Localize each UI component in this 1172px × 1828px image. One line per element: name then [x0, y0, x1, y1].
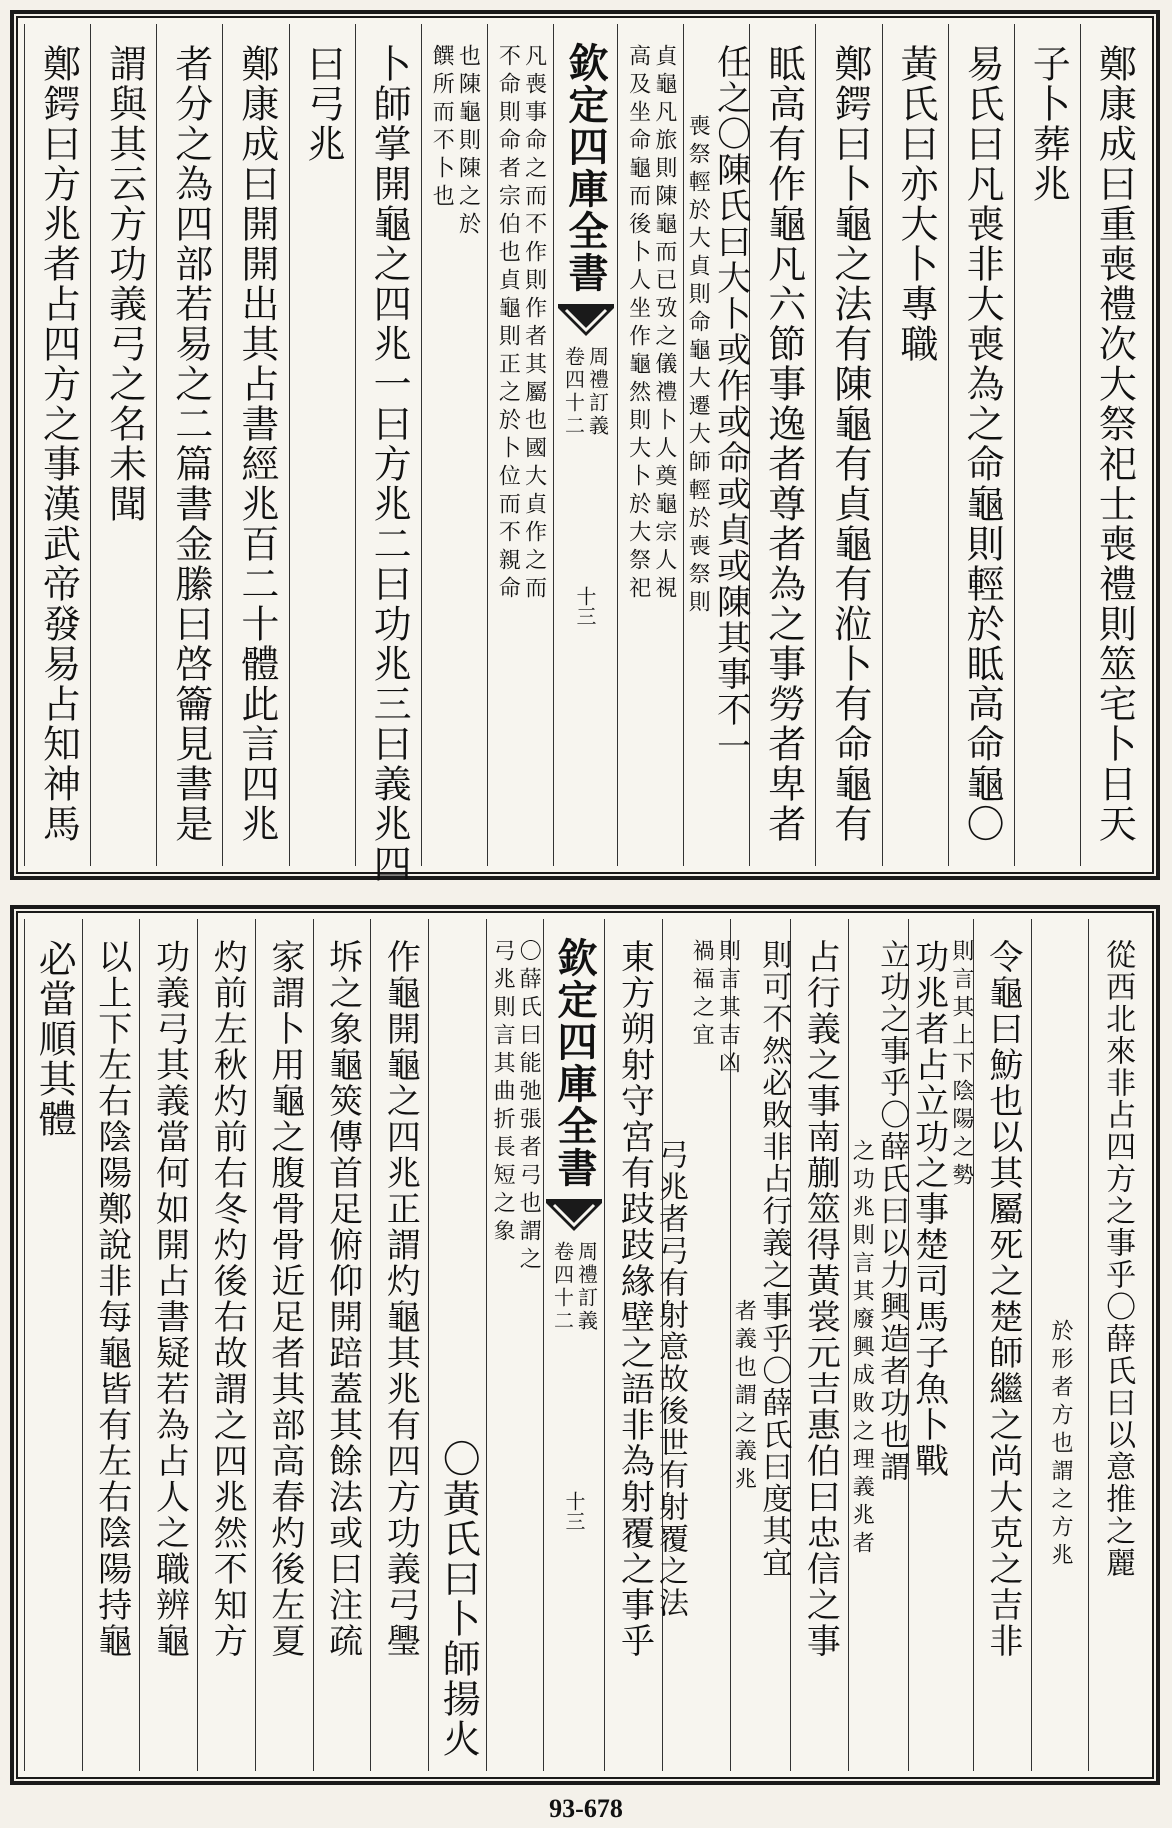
text-column [355, 24, 421, 884]
column-text: 坼之象龜筴傳首足俯仰開踣蓋其餘法或曰注疏 [322, 939, 363, 1659]
top-columns [24, 24, 1146, 884]
bottom-columns [24, 919, 1146, 1771]
annotation-text: 於形者方也謂之方兆 [1048, 1319, 1074, 1571]
annotation-text: 則言其上下陰陽之勢 [948, 939, 974, 1191]
text-column [428, 919, 486, 1771]
column-text: 易氏曰凡喪非大喪為之命龜則輕於眡高命龜〇 [960, 44, 1005, 844]
text-column [24, 919, 82, 1771]
column-text: 必當順其體 [32, 939, 77, 1139]
fishtail-ornament [544, 1195, 604, 1235]
column-text: 功義弓其義當何如開占書疑若為占人之職辨龜 [149, 939, 190, 1659]
annotation-text: 弓兆則言其曲折長短之象 [490, 939, 516, 1247]
text-column [1080, 24, 1146, 866]
text-column [197, 919, 255, 1771]
column-text: 眡高有作龜凡六節事逸者尊者為之事勞者卑者 [761, 44, 806, 844]
column-text: 〇黃氏曰卜師揚火 [436, 1439, 481, 1759]
text-column [683, 24, 749, 866]
text-column [652, 919, 741, 1771]
column-text: 占行義之事南蒯筮得黃裳元吉惠伯曰忠信之事 [800, 939, 841, 1659]
book-title: 周禮訂義 [574, 1241, 599, 1333]
column-text: 黃氏曰亦大卜專職 [894, 44, 939, 364]
center-margin-column [543, 919, 604, 1771]
text-column [749, 24, 815, 866]
annotation-text: 凡喪事命之而不作則作者其屬也國大貞作之而 [521, 44, 547, 604]
fishtail-ornament [556, 300, 616, 340]
book-title: 周禮訂義 [585, 346, 610, 438]
column-text: 子卜葬兆 [1026, 44, 1071, 204]
column-text: 者分之為四部若易之二篇書金縢曰啓籥見書是 [168, 44, 213, 844]
annotation-text: 禍福之宜 [689, 939, 715, 1051]
text-column [370, 919, 428, 1771]
column-text: 從西北來非占四方之事乎〇薛氏曰以意推之麗 [1100, 939, 1136, 1579]
page-number: 93-678 [549, 1794, 623, 1823]
column-text: 作龜開龜之四兆正謂灼龜其兆有四方功義弓璺 [380, 939, 421, 1659]
leaf-number: 十三 [573, 586, 598, 626]
text-column [790, 919, 848, 1771]
text-column [421, 24, 487, 866]
text-column [1031, 919, 1089, 1771]
text-column [156, 24, 222, 866]
text-column [24, 24, 90, 866]
column-text: 鄭鍔曰方兆者占四方之事漢武帝發易占知神馬 [36, 44, 81, 844]
annotation-text: 者義也謂之義兆 [731, 1299, 757, 1495]
text-column [882, 24, 948, 866]
annotation-text: 喪祭輕於大貞則命龜大遷大師輕於喪祭則 [685, 114, 711, 618]
column-text: 以上下左右陰陽鄭說非每龜皆有左右陰陽持龜 [91, 939, 132, 1659]
column-text: 弓兆者弓有射意故後世有射覆之法 [652, 1139, 688, 1619]
volume-label: 卷四十二 [550, 1241, 575, 1333]
column-text: 謂與其云方功義弓之名未聞 [102, 44, 147, 524]
text-column [815, 24, 881, 866]
annotation-text: 〇薛氏曰能弛張者弓也謂之 [516, 939, 542, 1275]
text-column [973, 919, 1031, 1771]
column-text: 鄭康成曰重喪禮次大祭祀士喪禮則筮宅卜日天 [1092, 44, 1137, 844]
collection-banner: 欽定四庫全書 [562, 42, 610, 294]
top-page-panel [10, 10, 1160, 884]
column-text: 鄭鍔曰卜龜之法有陳龜有貞龜有涖卜有命龜有 [827, 44, 872, 844]
text-column [848, 919, 908, 1771]
column-text: 鄭康成曰開開出其占書經兆百二十體此言四兆 [234, 44, 279, 844]
column-text: 任之〇陳氏曰大卜或作或命或貞或陳其事不一 [710, 44, 751, 764]
column-text: 灼前左秋灼前右冬灼後右故謂之四兆然不知方 [207, 939, 248, 1659]
column-text: 立功之事乎〇薛氏曰以力興造者功也謂 [874, 939, 910, 1483]
annotation-text: 不命則命者宗伯也貞龜則正之於卜位而不親命 [495, 44, 521, 604]
text-column [255, 919, 313, 1771]
column-text: 家謂卜用龜之腹骨骨近足者其部高春灼後左夏 [264, 939, 305, 1659]
column-text: 令龜曰魴也以其屬死之楚師繼之尚大克之吉非 [982, 939, 1023, 1659]
text-column [486, 919, 544, 1771]
text-column [82, 919, 140, 1771]
text-column [222, 24, 288, 866]
text-column [1014, 24, 1080, 866]
text-column [1088, 919, 1146, 1771]
center-margin-column [553, 24, 617, 866]
text-column [617, 24, 683, 866]
annotation-text: 則言其吉凶 [715, 939, 741, 1079]
column-text: 卜師掌開龜之四兆一曰方兆二曰功兆三曰義兆四 [367, 44, 412, 884]
annotation-text: 貞龜凡旅則陳龜而已攷之儀禮卜人奠龜宗人視 [651, 44, 677, 604]
annotation-text: 也陳龜則陳之於 [455, 44, 481, 240]
annotation-text: 高及坐命龜而後卜人坐作龜然則大卜於大祭祀 [625, 44, 651, 604]
text-column [289, 24, 355, 866]
column-text: 曰弓兆 [300, 44, 345, 164]
text-column [604, 919, 662, 1771]
leaf-number: 十三 [561, 1491, 586, 1531]
bottom-page-panel [10, 905, 1160, 1785]
collection-banner: 欽定四庫全書 [550, 937, 598, 1189]
text-column [487, 24, 553, 866]
volume-label: 卷四十二 [561, 346, 586, 438]
column-text: 則可不然必敗非占行義之事乎〇薛氏曰度其宜 [756, 939, 792, 1579]
annotation-text: 之功兆則言其廢興成敗之理義兆者 [849, 1139, 875, 1559]
text-column [948, 24, 1014, 866]
text-column [139, 919, 197, 1771]
column-text: 功兆者占立功之事楚司馬子魚卜戰 [908, 939, 949, 1479]
text-column [908, 919, 973, 1771]
text-column [90, 24, 156, 866]
column-text: 東方朔射守宮有跂跂緣壁之語非為射覆之事乎 [614, 939, 655, 1659]
text-column [313, 919, 371, 1771]
annotation-text: 饌所而不卜也 [429, 44, 455, 212]
